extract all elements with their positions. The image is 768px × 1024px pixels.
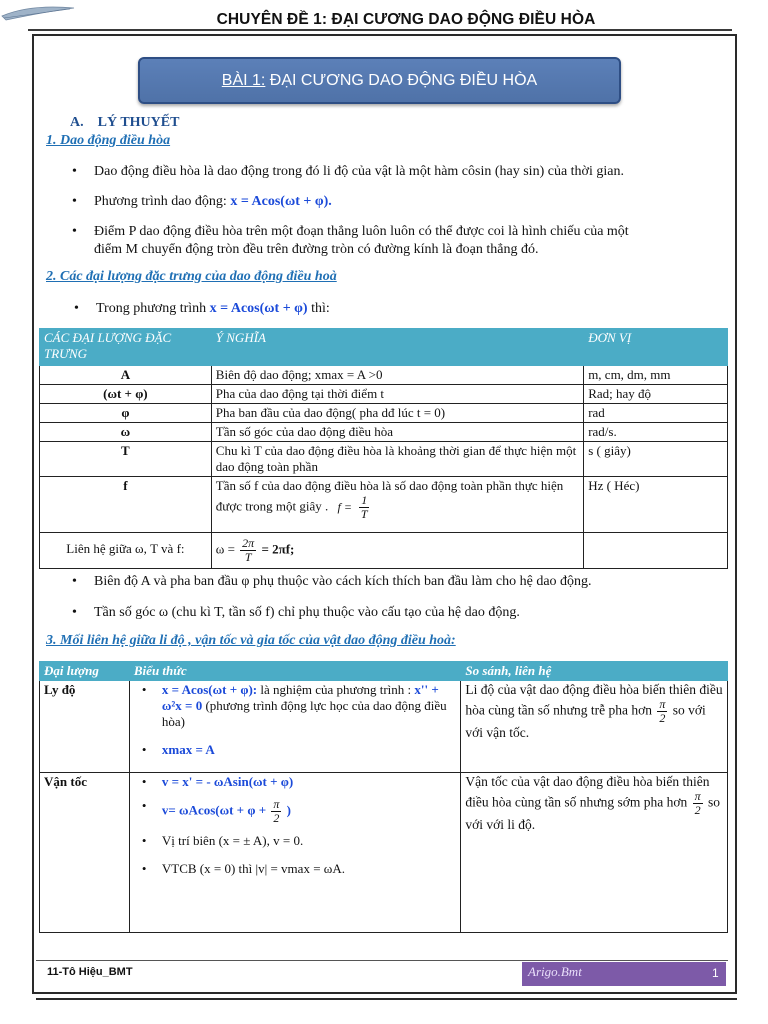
unit-cell: rad — [584, 404, 728, 423]
column-header: Biểu thức — [129, 662, 461, 681]
footer-divider — [36, 960, 728, 961]
intro-text-end: thì: — [307, 301, 330, 316]
symbol-cell: (ωt + φ) — [40, 385, 212, 404]
list-item: • xmax = A — [141, 742, 215, 757]
relationship-table — [39, 661, 728, 933]
equation-text: x = Acos(ωt + φ). — [230, 194, 332, 209]
bullet-icon: • — [72, 224, 77, 239]
fraction-pi-over-2: $\frac{\pi}{2}$ — [694, 789, 701, 817]
expression-cell — [129, 681, 461, 773]
bullet-text: điểm M chuyển động tròn đều trên đường tròn có đường kính là đoạn thẳng đó. — [94, 242, 539, 257]
fraction-pi-over-2: $\frac{\pi}{2}$ — [659, 697, 666, 725]
table-row — [40, 533, 728, 569]
bullet-icon: • — [72, 164, 77, 179]
bullet-icon: • — [141, 742, 147, 757]
empty-cell — [584, 533, 728, 569]
bullet-icon: • — [72, 605, 77, 620]
bullet-icon: • — [74, 301, 79, 316]
bullet-icon: • — [72, 574, 77, 589]
header-divider — [28, 29, 732, 31]
expression-cell — [129, 773, 461, 933]
comparison-cell: Vận tốc của vật dao động điều hòa biến thiên điều hòa cùng tần số nhưng sớm pha hơn $\frac{\pi}{2}$ so với với li độ. — [461, 773, 728, 933]
relation-label: Liên hệ giữa ω, T và f: — [40, 533, 212, 569]
section1-title: 1. Dao động điều hòa — [46, 133, 171, 148]
footer-brand: Arigo.Bmt — [528, 964, 582, 979]
table-row — [40, 681, 728, 773]
list-item: • x = Acos(ωt + φ): là nghiệm của phương trình : x'' + ω²x = 0 (phương trình động lực học của dao động điều hòa) — [141, 682, 447, 729]
table-row — [40, 477, 728, 533]
unit-cell: rad/s. — [584, 423, 728, 442]
lesson-label: BÀI 1: — [221, 72, 266, 89]
fraction-2pi-over-T: $\frac{2\pi}{T}$ — [242, 536, 255, 564]
meaning-text: Tần số f của dao động điều hòa là số dao động toàn phần thực hiện được trong một giây . — [215, 478, 564, 514]
fraction-1-over-T: $\frac{1}{T}$ — [360, 493, 368, 521]
symbol-cell: T — [40, 442, 212, 477]
table-row — [40, 366, 728, 385]
symbol-cell: A — [40, 366, 212, 385]
bullet-icon: • — [72, 194, 77, 209]
intro-text: Trong phương trình — [96, 301, 210, 316]
quantity-label: Vận tốc — [40, 773, 130, 933]
table-row — [40, 442, 728, 477]
table-row — [40, 385, 728, 404]
lesson-title: ĐẠI CƯƠNG DAO ĐỘNG ĐIỀU HÒA — [265, 72, 538, 89]
column-header: So sánh, liên hệ — [461, 662, 728, 681]
list-item: • v= ωAcos(ωt + φ + $\frac{\pi}{2}$ ) — [141, 797, 291, 825]
bullet-icon: • — [141, 798, 147, 813]
bullet-text: Phương trình dao động: — [94, 194, 231, 209]
part-a-heading — [70, 115, 179, 131]
bullet-text: Biên độ A và pha ban đầu φ phụ thuộc vào cách kích thích ban đầu làm cho hệ dao động. — [94, 574, 592, 589]
formula-lhs: f = — [337, 500, 352, 514]
relation-start: ω = — [215, 541, 239, 557]
meaning-cell: Tần số góc của dao động điều hòa — [211, 423, 583, 442]
meaning-cell — [211, 477, 583, 533]
relation-end: = 2πf; — [258, 541, 295, 557]
frequency-formula — [338, 501, 352, 514]
bullet-icon: • — [141, 833, 147, 848]
bullet-icon: • — [141, 774, 147, 789]
list-item: • VTCB (x = 0) thì |v| = vmax = ωA. — [141, 861, 345, 876]
frame-bottom-divider — [36, 998, 737, 1000]
column-header: CÁC ĐẠI LƯỢNG ĐẶC TRƯNG — [40, 329, 212, 366]
page-title: CHUYÊN ĐỀ 1: ĐẠI CƯƠNG DAO ĐỘNG ĐIỀU HÒA — [216, 11, 596, 28]
characteristics-table — [39, 328, 728, 569]
page-number: 1 — [712, 966, 719, 980]
part-a-number: A. — [70, 115, 84, 130]
unit-cell: Rad; hay độ — [584, 385, 728, 404]
column-header: ĐƠN VỊ — [584, 329, 728, 366]
table-row — [40, 404, 728, 423]
table-header-row — [40, 329, 728, 366]
section3-title: 3. Mối liên hệ giữa li độ , vận tốc và gia tốc của vật dao động điều hoà: — [46, 633, 456, 648]
unit-cell: s ( giây) — [584, 442, 728, 477]
bullet-text: Dao động điều hòa là dao động trong đó li độ của vật là một hàm côsin (hay sin) của thời gian. — [94, 164, 624, 179]
part-a-title: LÝ THUYẾT — [97, 115, 180, 130]
symbol-cell: φ — [40, 404, 212, 423]
comparison-cell: Li độ của vật dao động điều hòa biến thiên điều hòa cùng tần số nhưng trễ pha hơn $\frac{\pi}{2}$ so với với vận tốc. — [461, 681, 728, 773]
meaning-cell: Pha ban đầu của dao động( pha dđ lúc t = 0) — [211, 404, 583, 423]
section2-title: 2. Các đại lượng đặc trưng của dao động điều hoà — [46, 269, 337, 284]
bullet-icon: • — [141, 861, 147, 876]
symbol-cell: ω — [40, 423, 212, 442]
meaning-cell: Chu kì T của dao động điều hòa là khoảng thời gian để thực hiện một dao động toàn phần — [211, 442, 583, 477]
meaning-cell: Biên độ dao động; xmax = A >0 — [211, 366, 583, 385]
bullet-icon: • — [141, 682, 147, 697]
column-header: Đại lượng — [40, 662, 130, 681]
list-item: • v = x' = - ωAsin(ωt + φ) — [141, 774, 294, 789]
bullet-text: Điểm P dao động điều hòa trên một đoạn thẳng luôn luôn có thể được coi là hình chiếu của một — [94, 224, 629, 239]
list-item: • Vị trí biên (x = ± A), v = 0. — [141, 833, 304, 848]
table-row — [40, 773, 728, 933]
unit-cell: m, cm, dm, mm — [584, 366, 728, 385]
fraction-pi-over-2: $\frac{\pi}{2}$ — [273, 797, 280, 825]
table-row — [40, 423, 728, 442]
meaning-cell: Pha của dao động tại thời điểm t — [211, 385, 583, 404]
equation-text: x = Acos(ωt + φ) — [209, 301, 308, 316]
bullet-text: Tần số góc ω (chu kì T, tần số f) chỉ phụ thuộc vào cấu tạo của hệ dao động. — [94, 605, 520, 620]
column-header: Ý NGHĨA — [211, 329, 583, 366]
quantity-label: Ly độ — [40, 681, 130, 773]
table-header-row — [40, 662, 728, 681]
unit-cell: Hz ( Héc) — [584, 477, 728, 533]
lesson-title-box — [138, 57, 621, 104]
relation-formula — [211, 533, 583, 569]
footer-author: 11-Tô Hiệu_BMT — [47, 966, 133, 978]
symbol-cell: f — [40, 477, 212, 533]
